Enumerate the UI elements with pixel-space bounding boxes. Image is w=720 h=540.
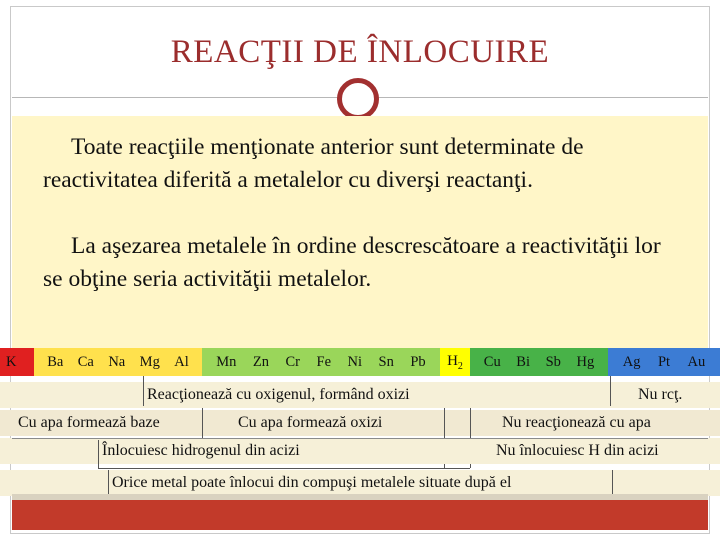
metal-symbol: Na (108, 353, 126, 370)
divider-line (108, 470, 109, 496)
metal-symbol: Sb (545, 353, 561, 370)
oxygen-reacts-text: Reacţionează cu oxigenul, formând oxizi (147, 386, 410, 403)
series-group-noble (608, 348, 720, 376)
metal-symbol: Bi (516, 353, 530, 370)
divider-line (98, 468, 470, 469)
metal-symbol: Fe (316, 353, 332, 370)
divider-line (143, 376, 144, 406)
metal-symbol: Cr (285, 353, 301, 370)
acid-no-text: Nu înlocuiesc H din acizi (496, 442, 659, 459)
circle-ornament-icon (337, 78, 379, 120)
metal-symbol: Ba (47, 353, 64, 370)
metal-symbol: K (6, 353, 17, 370)
row-acid (0, 438, 720, 464)
bottom-red-bar (12, 500, 708, 530)
metal-symbol: Sn (378, 353, 394, 370)
series-hydrogen (440, 348, 470, 376)
divider-line (612, 470, 613, 496)
paragraph-1-first-line: Toate reacţiile menţionate anterior sunt (71, 134, 439, 160)
series-group-low (470, 348, 608, 376)
hydrogen-letter: H (447, 352, 458, 369)
displacement-text: Orice metal poate înlocui din compuşi metalele situate după el (112, 474, 512, 491)
metal-symbol: Mg (139, 353, 160, 370)
divider-line (610, 376, 611, 406)
metal-symbol: Zn (252, 353, 270, 370)
oxygen-no-text: Nu rcţ. (638, 386, 683, 403)
paragraph-2-first-line: La aşezarea metalele în ordine descrescătoare a (71, 233, 516, 259)
water-bases-text: Cu apa formează baze (18, 414, 160, 431)
metal-symbol: Pt (657, 353, 671, 370)
paragraph-1-rest: determinate de reactivitatea diferită a metalelor cu diverşi reactanţi. (43, 134, 584, 193)
series-group-alkaline (34, 348, 202, 376)
metal-symbol: Mn (216, 353, 237, 370)
activity-series (0, 348, 720, 376)
water-oxides-text: Cu apa formează oxizi (238, 414, 383, 431)
metal-symbol: Au (687, 353, 706, 370)
water-no-text: Nu reacţionează cu apa (502, 414, 651, 431)
metal-symbol: Ca (77, 353, 94, 370)
paragraph-2-rest: reactivităţii lor se obţine seria activităţii metalelor. (43, 233, 661, 292)
row-water (0, 410, 720, 436)
metal-symbol: Hg (576, 353, 595, 370)
paragraph-2 (43, 230, 673, 296)
acid-replace-text: Înlocuiesc hidrogenul din acizi (102, 442, 300, 459)
divider-line (202, 408, 203, 438)
series-group-medium (202, 348, 440, 376)
series-group-k (0, 348, 34, 376)
metal-symbol: Ni (347, 353, 363, 370)
metal-symbol: Al (174, 353, 189, 370)
hydrogen-subscript: 2 (457, 360, 463, 372)
divider-line (12, 438, 708, 439)
metal-symbol: Ag (622, 353, 641, 370)
hydrogen-symbol (447, 353, 463, 372)
row-oxygen (0, 382, 720, 408)
paragraph-1 (43, 131, 673, 197)
slide-title: REACŢII DE ÎNLOCUIRE (170, 34, 550, 70)
metal-symbol: Cu (483, 353, 501, 370)
divider-line (98, 440, 99, 468)
metal-symbol: Pb (410, 353, 426, 370)
